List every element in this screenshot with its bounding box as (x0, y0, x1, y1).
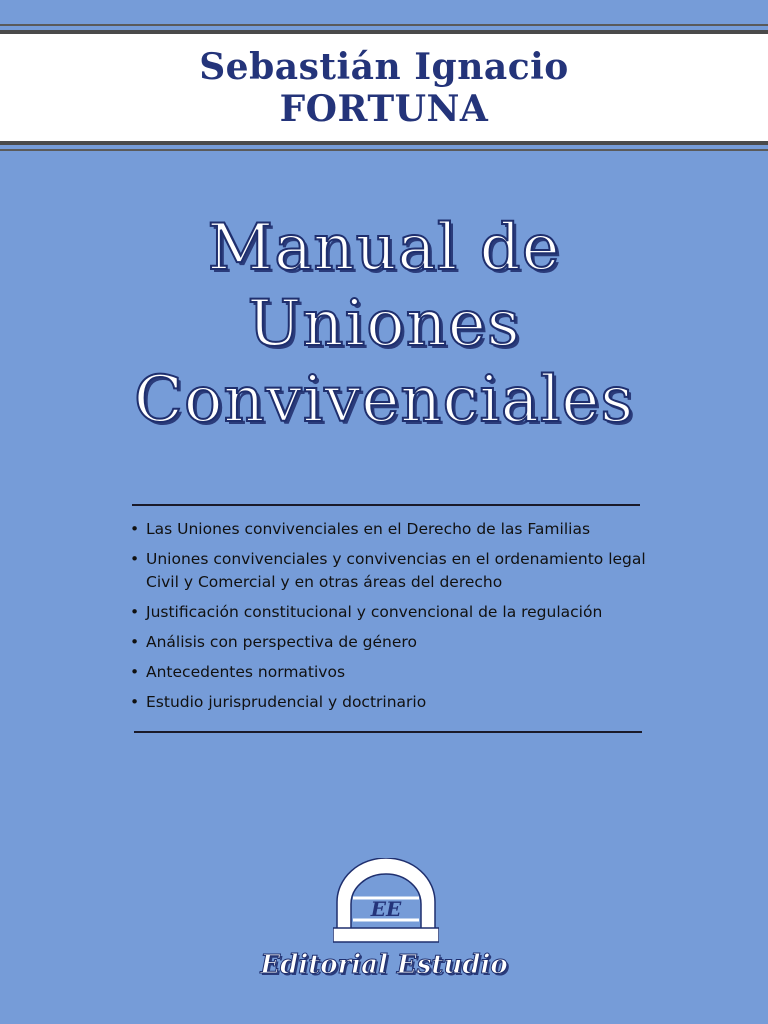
author-first-names: Sebastián Ignacio (199, 46, 569, 88)
topic-item: • Análisis con perspectiva de género (130, 631, 650, 654)
title-line-3: Convivenciales (133, 363, 635, 437)
author-last-name: FORTUNA (279, 88, 489, 130)
divider-bottom (134, 731, 642, 733)
publisher-logo-icon (333, 858, 439, 944)
book-title (0, 210, 768, 438)
topics-list (130, 518, 650, 721)
publisher-name: Editorial Estudio (260, 950, 508, 980)
topic-item: • Uniones convivenciales y convivencias en el ordenamiento legal Civil y Comercial y en otras áreas del derecho (130, 548, 650, 594)
topic-item: • Antecedentes normativos (130, 661, 650, 684)
title-line-2: Uniones (247, 287, 521, 361)
topic-item: • Justificación constitucional y convencional de la regulación (130, 601, 650, 624)
title-line-1: Manual de (207, 211, 561, 285)
divider-top (132, 504, 640, 506)
topic-item: • Las Uniones convivenciales en el Derecho de las Familias (130, 518, 650, 541)
publisher-logo-text: EE (370, 897, 402, 921)
topic-item: • Estudio jurisprudencial y doctrinario (130, 691, 650, 714)
author-band (0, 30, 768, 145)
